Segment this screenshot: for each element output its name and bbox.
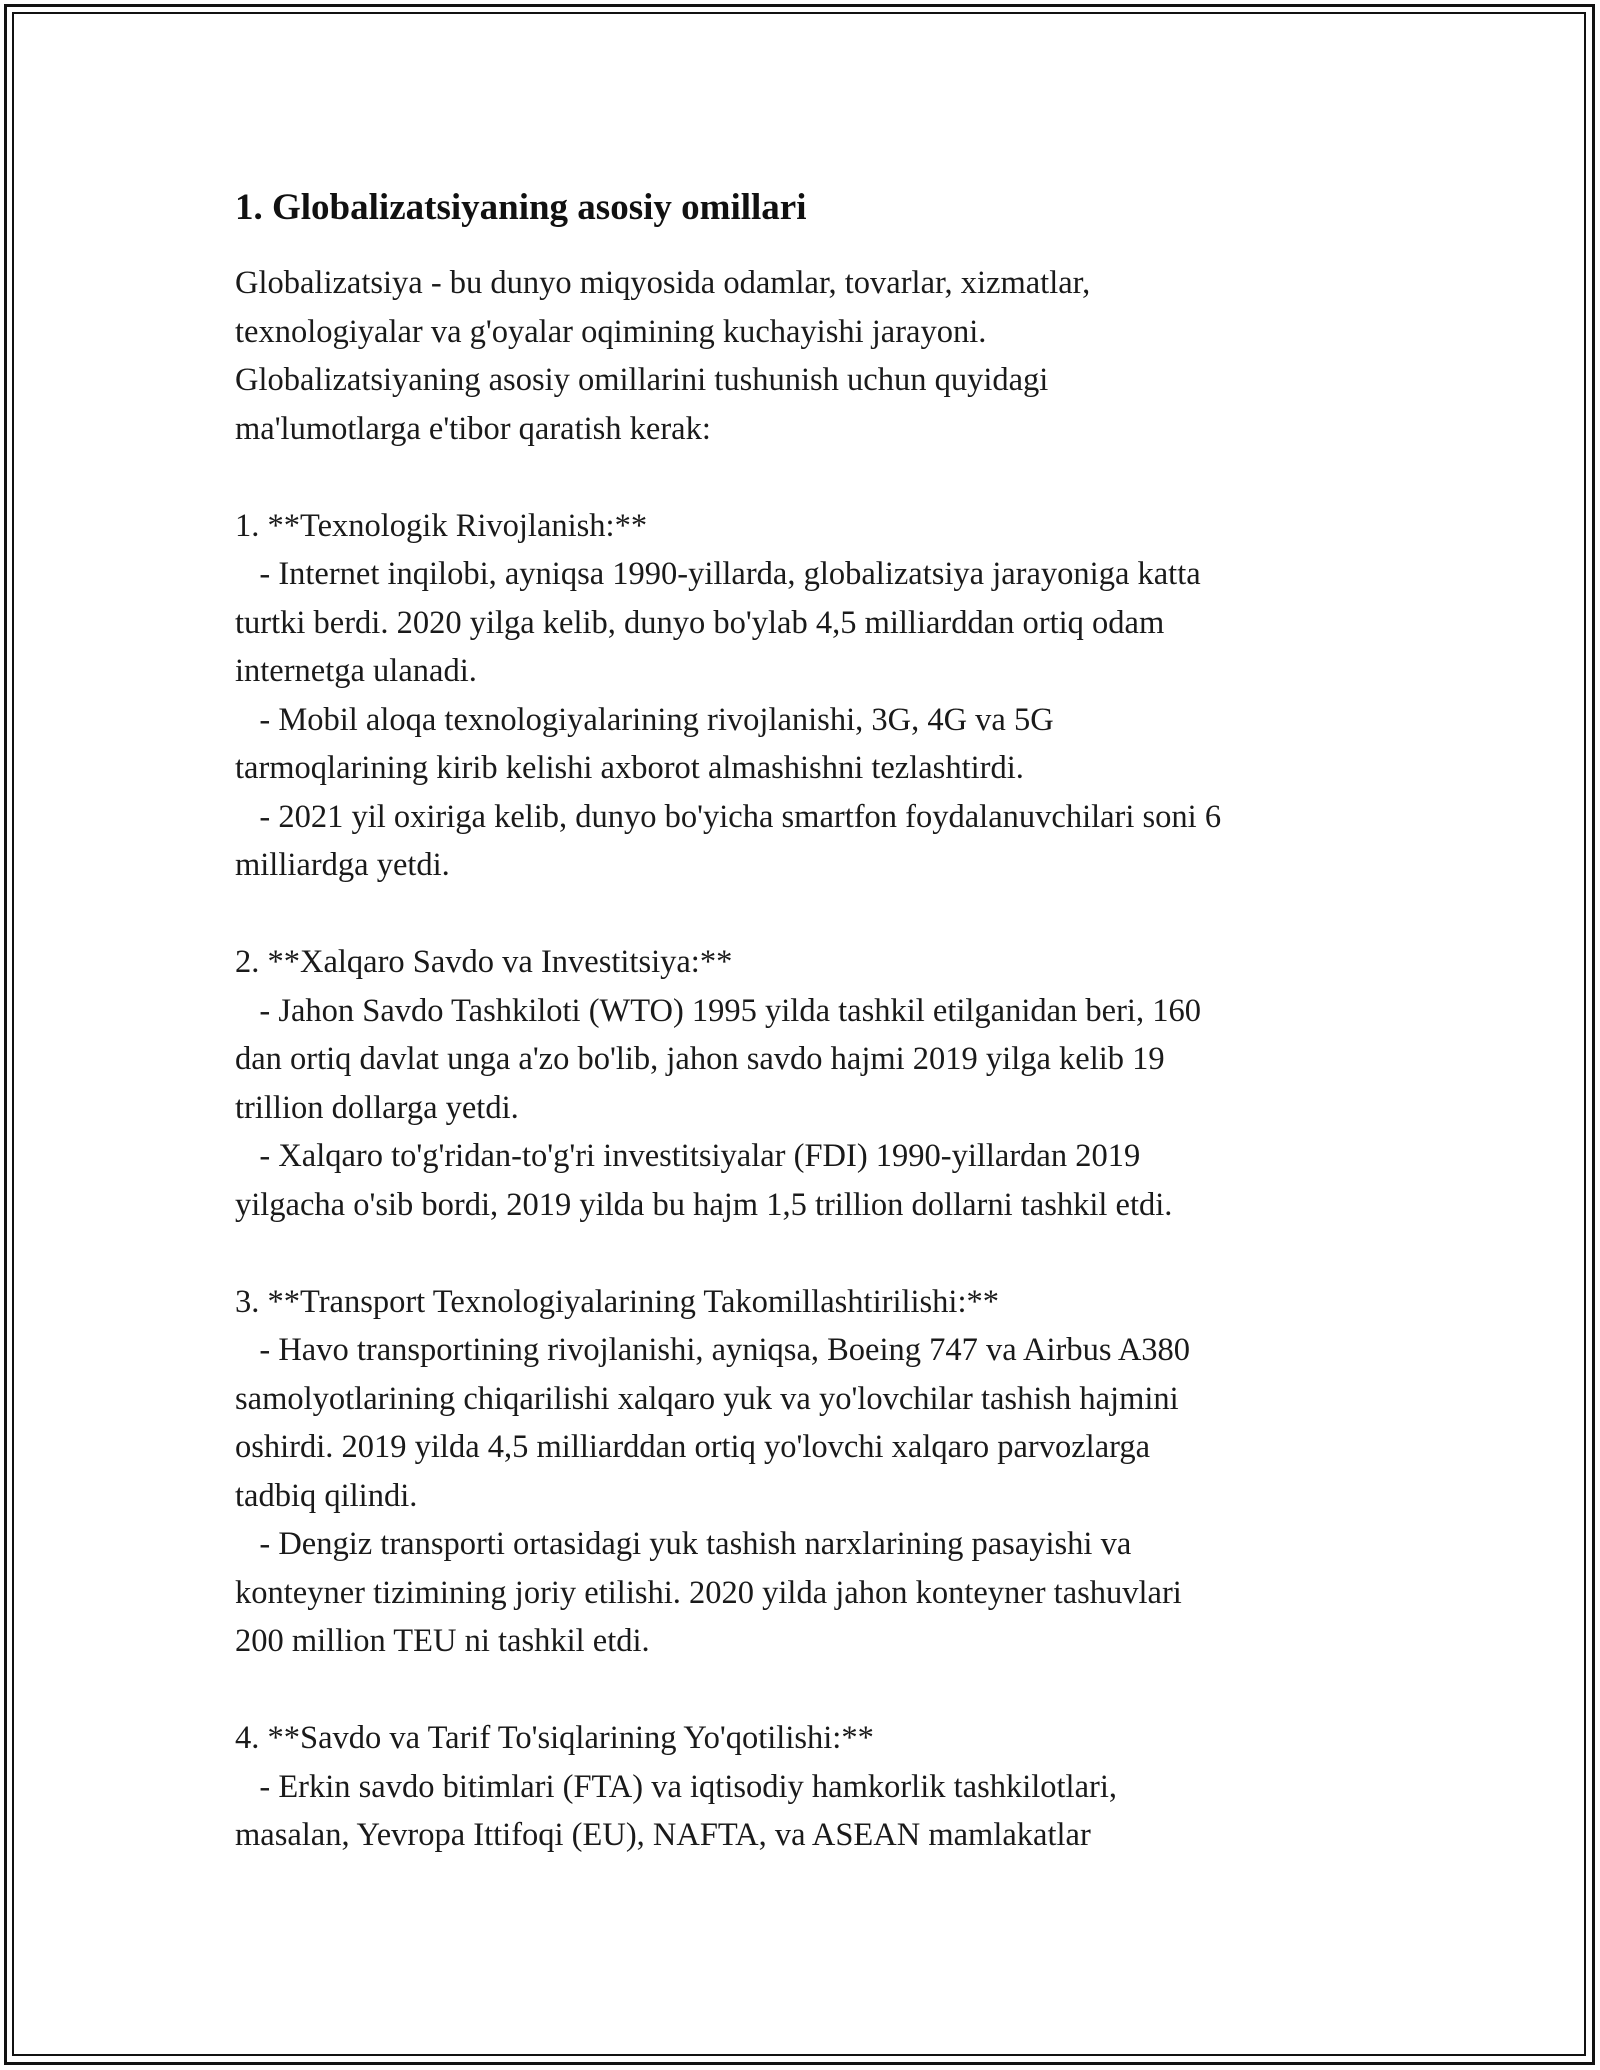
- document-content: [235, 185, 1385, 1860]
- section-heading: 1. Globalizatsiyaning asosiy omillari: [235, 187, 807, 228]
- body-text: Globalizatsiya - bu dunyo miqyosida odamlar, tovarlar, xizmatlar, texnologiyalar va g'oyalar oqimining kuchayishi jarayoni. Globalizatsiyaning asosiy omillarini tushunish uchun quyidagi ma'lumotlarga e'tibor qaratish kerak: 1. **Texnologik Rivojlanish:** - Internet inqilobi, ayniqsa 1990-yillarda, globalizatsiya jarayoniga katta turtki berdi. 2020 yilga kelib, dunyo bo'ylab 4,5 milliarddan ortiq odam internetga ulanadi. - Mobil aloqa texnologiyalarining rivojlanishi, 3G, 4G va 5G tarmoqlarining kirib kelishi axborot almashishni tezlashtirdi. - 2021 yil oxiriga kelib, dunyo bo'yicha smartfon foydalanuvchilari soni 6 milliardga yetdi. 2. **Xalqaro Savdo va Investitsiya:** - Jahon Savdo Tashkiloti (WTO) 1995 yilda tashkil etilganidan beri, 160 dan ortiq davlat unga a'zo bo'lib, jahon savdo hajmi 2019 yilga kelib 19 trillion dollarga yetdi. - Xalqaro to'g'ridan-to'g'ri investitsiyalar (FDI) 1990-yillardan 2019 yilgacha o'sib bordi, 2019 yilda bu hajm 1,5 trillion dollarni tashkil etdi. 3. **Transport Texnologiyalarining Takomillashtirilishi:** - Havo transportining rivojlanishi, ayniqsa, Boeing 747 va Airbus A380 samolyotlarining chiqarilishi xalqaro yuk va yo'lovchilar tashish hajmini oshirdi. 2019 yilda 4,5 milliarddan ortiq yo'lovchi xalqaro parvozlarga tadbiq qilindi. - Dengiz transporti ortasidagi yuk tashish narxlarining pasayishi va konteyner tizimining joriy etilishi. 2020 yilda jahon konteyner tashuvlari 200 million TEU ni tashkil etdi. 4. **Savdo va Tarif To'siqlarining Yo'qotilishi:** - Erkin savdo bitimlari (FTA) va iqtisodiy hamkorlik tashkilotlari, masalan, Yevropa Ittifoqi (EU), NAFTA, va ASEAN mamlakatlar: [235, 265, 1222, 1853]
